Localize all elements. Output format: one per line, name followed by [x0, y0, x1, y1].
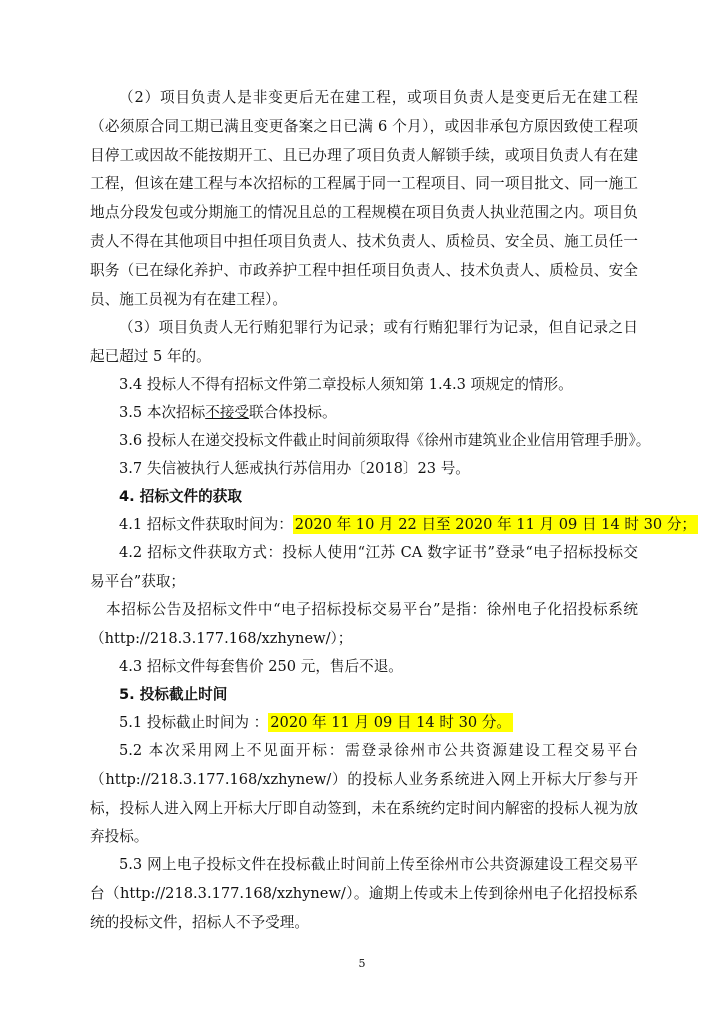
clause-3-4: 3.4 投标人不得有招标文件第二章投标人须知第 1.4.3 项规定的情形。: [119, 376, 573, 393]
page-number: 5: [358, 957, 366, 970]
clause-5-2: 5.2 本次采用网上不见面开标：需登录徐州市公共资源建设工程交易平台（http://218.3.177.168/xzhynew/）的投标人业务系统进入网上开标大厅参与开标，投标人进入网上开标大厅即自动签到，未在系统约定时间内解密的投标人视为放弃投标。: [90, 742, 638, 846]
clause-5-3: 5.3 网上电子投标文件在投标截止时间前上传至徐州市公共资源建设工程交易平台（http://218.3.177.168/xzhynew/）。逾期上传或未上传到徐州电子化招投标系统的投标文件，招标人不予受理。: [90, 856, 638, 931]
section-heading-5: 5. 投标截止时间: [119, 686, 228, 703]
paragraph-item-3: （3）项目负责人无行贿犯罪行为记录；或有行贿犯罪行为记录，但自记录之日起已超过 5 年的。: [90, 319, 638, 365]
clause-3-5-underlined: 不接受: [205, 404, 250, 421]
clause-4-1-highlight: 2020 年 10 月 22 日至 2020 年 11 月 09 日 14 时 30 分；: [294, 516, 697, 533]
paragraph-item-2: （2）项目负责人是非变更后无在建工程，或项目负责人是变更后无在建工程（必须原合同工期已满且变更备案之日已满 6 个月），或因非承包方原因致使工程项目停工或因故不能按期开工、且已办理了项目负责人解锁手续，或项目负责人有在建工程，但该在建工程与本次招标的工程属于同一工程项目、同一项目批文、同一施工地点分段发包或分期施工的情况且总的工程规模在项目负责人执业范围之内。项目负责人不得在其他项目中担任项目负责人、技术负责人、质检员、安全员、施工员任一职务（已在绿化养护、市政养护工程中担任项目负责人、技术负责人、质检员、安全员、施工员视为有在建工程）。: [90, 89, 638, 308]
clause-3-5: [119, 399, 638, 427]
clause-3-6: 3.6 投标人在递交投标文件截止时间前须取得《徐州市建筑业企业信用管理手册》。: [119, 432, 651, 449]
clause-5-1: [119, 709, 638, 737]
clause-4-1-label: 4.1 招标文件获取时间为：: [119, 516, 293, 533]
clause-3-7: 3.7 失信被执行人惩戒执行苏信用办〔2018〕23 号。: [119, 460, 470, 477]
clause-3-5-suffix: 联合体投标。: [249, 404, 337, 421]
clause-4-1: [119, 511, 697, 539]
clause-5-1-label: 5.1 投标截止时间为 ：: [119, 714, 269, 731]
clause-3-5-prefix: 3.5 本次招标: [119, 404, 206, 421]
clause-4-2-note: 本招标公告及招标文件中“电子招标投标交易平台”是指：徐州电子化招投标系统（http://218.3.177.168/xzhynew/）；: [90, 601, 638, 647]
clause-4-3: 4.3 招标文件每套售价 250 元，售后不退。: [119, 658, 403, 675]
section-heading-4: 4. 招标文件的获取: [119, 488, 242, 505]
clause-4-2: 4.2 招标文件获取方式：投标人使用“江苏 CA 数字证书”登录“电子招标投标交易平台”获取；: [90, 544, 638, 590]
clause-5-1-highlight: 2020 年 11 月 09 日 14 时 30 分。: [270, 714, 511, 731]
